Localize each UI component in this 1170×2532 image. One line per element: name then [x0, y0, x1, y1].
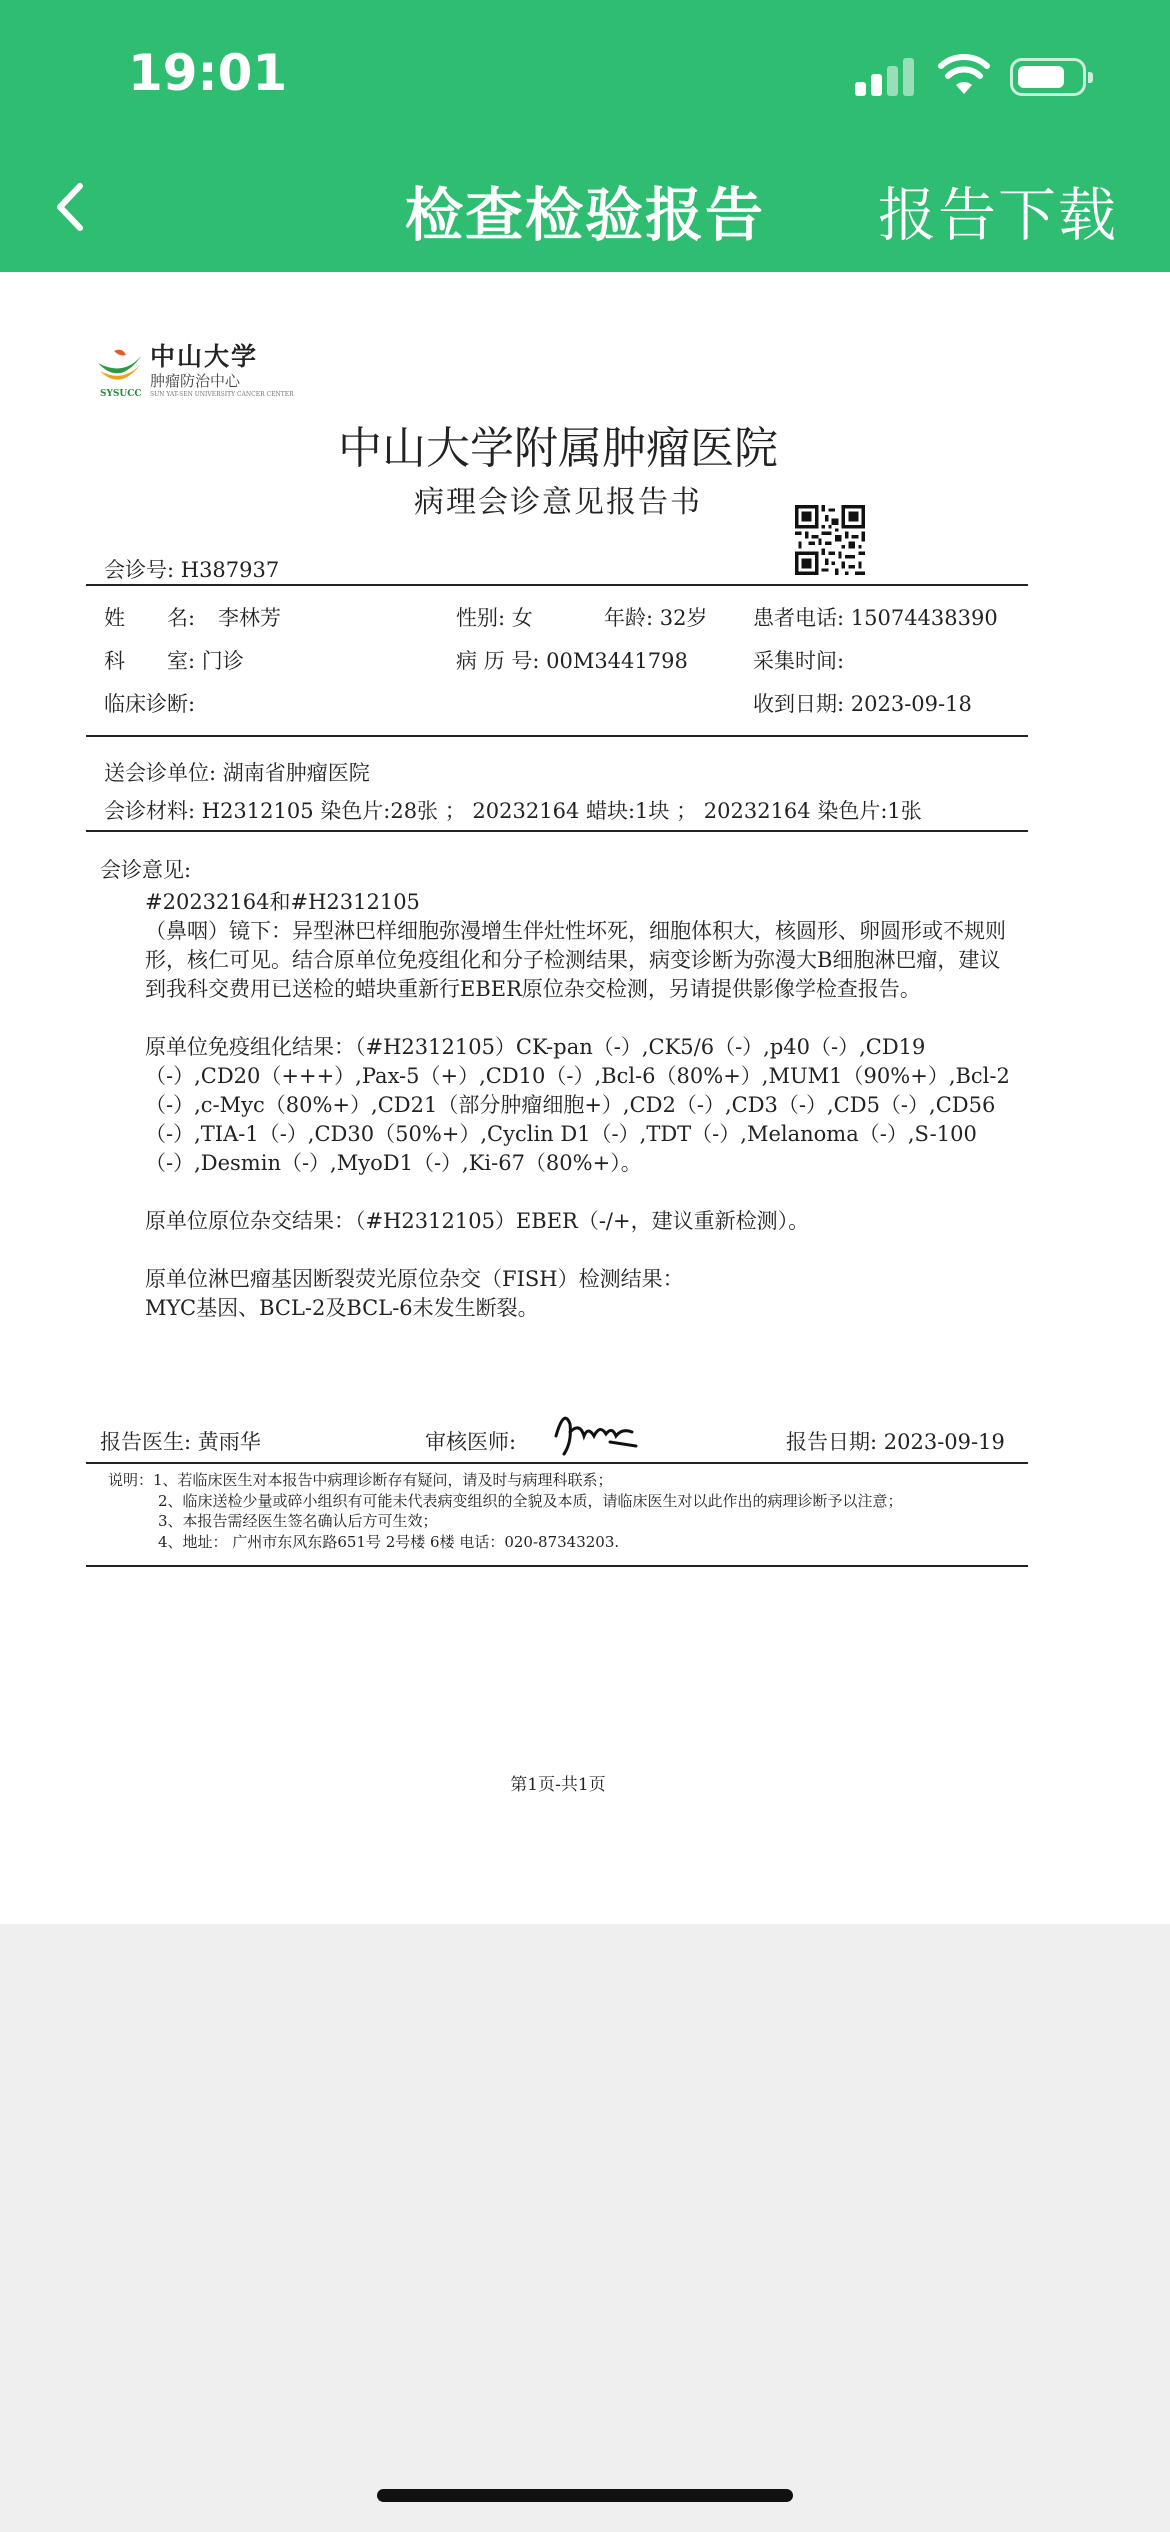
status-time: 19:01 [128, 44, 288, 102]
hospital-name: 中山大学附属肿瘤医院 [338, 423, 778, 474]
patient-phone: 患者电话: 15074438390 [753, 606, 998, 630]
opinion-in-situ-hybridization: 原单位原位杂交结果：（#H2312105）EBER（-/+，建议重新检测）。 [145, 1209, 810, 1233]
sending-unit: 送会诊单位: 湖南省肿瘤医院 [104, 761, 370, 785]
note-line: 说明：1、若临床医生对本报告中病理诊断存有疑问，请及时与病理科联系； [108, 1471, 613, 1489]
logo-mark-icon [94, 347, 146, 395]
clinical-diagnosis: 临床诊断: [104, 692, 196, 716]
received-date: 收到日期: 2023-09-18 [753, 692, 972, 716]
divider [86, 584, 1028, 586]
report-notes [108, 1470, 903, 1552]
divider [86, 735, 1028, 737]
divider [86, 1462, 1028, 1464]
logo-subtitle: 肿瘤防治中心 [150, 372, 241, 390]
divider [86, 1565, 1028, 1567]
logo-english: SUN YAT-SEN UNIVERSITY CANCER CENTER [150, 391, 294, 398]
wifi-icon [938, 54, 990, 96]
battery-icon [1010, 58, 1086, 96]
top-bar [0, 0, 1170, 272]
divider [86, 830, 1028, 832]
opinion-label: 会诊意见: [100, 858, 192, 882]
report-date: 报告日期: 2023-09-19 [786, 1430, 1005, 1454]
opinion-fish-result: MYC基因、BCL-2及BCL-6未发生断裂。 [145, 1296, 539, 1320]
hospital-logo [92, 337, 294, 407]
patient-gender: 性别: 女 [456, 606, 533, 630]
department: 科 室: 门诊 [104, 649, 244, 673]
review-doctor-label: 审核医师: [425, 1430, 517, 1454]
cellular-signal-icon [855, 58, 915, 96]
home-indicator[interactable] [377, 2489, 793, 2502]
doctor-signature [550, 1402, 640, 1466]
consult-number: 会诊号: H387937 [104, 558, 280, 582]
logo-code: SYSUCC [100, 389, 142, 399]
note-line: 2、临床送检少量或碎小组织有可能未代表病变组织的全貌及本质，请临床医生对以此作出的病理诊断予以注意； [158, 1491, 903, 1510]
report-doctor: 报告医生: 黄雨华 [100, 1430, 261, 1454]
download-report-button[interactable]: 报告下载 [877, 181, 1118, 249]
consult-materials: 会诊材料: H2312105 染色片:28张 ； 20232164 蜡块:1块 ； 20232164 染色片:1张 [104, 799, 922, 823]
opinion-immunohistochemistry: 原单位免疫组化结果：（#H2312105）CK-pan（-）,CK5/6（-）,p40（-）,CD19（-）,CD20（+++）,Pax-5（+）,CD10（-）,Bcl-6（80%+）,MUM1（90%+）,Bcl-2（-）,c-Myc（80%+）,CD21（部分肿瘤细胞+）,CD2（-）,CD3（-）,CD5（-）,CD56（-）,TIA-1（-）,CD30（50%+）,Cyclin D1（-）,TDT（-）,Melanoma（-）,S-100（-）,Desmin（-）,MyoD1（-）,Ki-67（80%+）。 [145, 1035, 1010, 1175]
page-title: 检查检验报告 [404, 181, 765, 249]
logo-name: 中山大学 [150, 342, 259, 371]
medical-record-number: 病 历 号: 00M3441798 [456, 649, 688, 673]
opinion-fish-title: 原单位淋巴瘤基因断裂荧光原位杂交（FISH）检测结果： [145, 1267, 684, 1291]
patient-name-label: 姓 名: [104, 606, 196, 630]
patient-name: 李林芳 [218, 606, 281, 630]
report-document [0, 272, 1170, 1924]
report-title: 病理会诊意见报告书 [414, 485, 702, 520]
qr-code [795, 504, 865, 576]
page-indicator: 第1页-共1页 [510, 1775, 606, 1795]
opinion-case-ids: #20232164和#H2312105 [145, 890, 420, 914]
consult-opinion [145, 888, 1015, 1323]
collection-time: 采集时间: [753, 649, 845, 673]
note-line: 3、本报告需经医生签名确认后方可生效； [158, 1512, 438, 1530]
opinion-microscopy: （鼻咽）镜下：异型淋巴样细胞弥漫增生伴灶性坏死，细胞体积大，核圆形、卵圆形或不规则形，核仁可见。结合原单位免疫组化和分子检测结果，病变诊断为弥漫大B细胞淋巴瘤，建议到我科交费用已送检的蜡块重新行EBER原位杂交检测，另请提供影像学检查报告。 [145, 919, 1006, 1001]
note-line: 4、地址： 广州市东风东路651号 2号楼 6楼 电话：020-87343203. [158, 1532, 620, 1551]
patient-age: 年龄: 32岁 [604, 606, 708, 630]
